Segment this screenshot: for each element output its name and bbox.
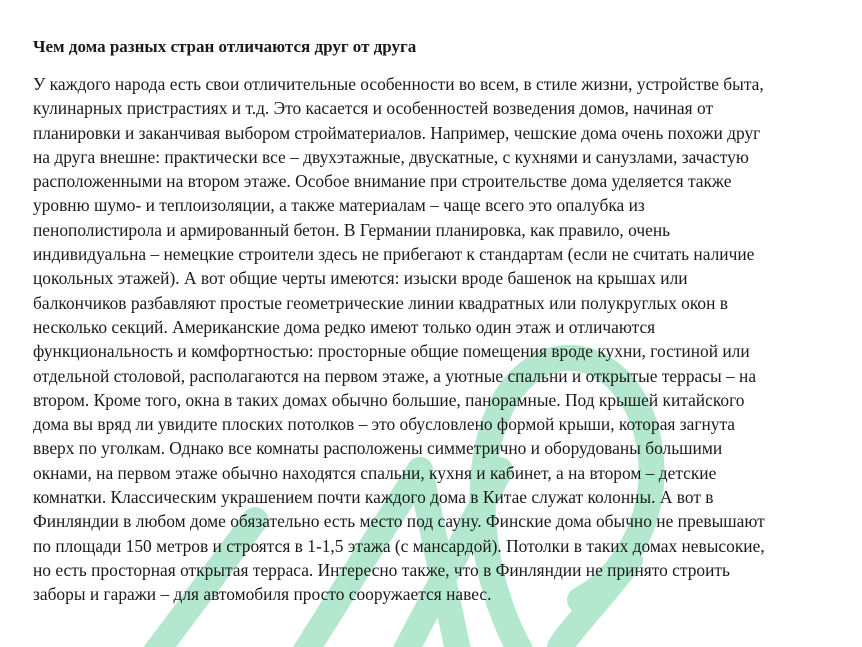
paragraph-line: комнатки. Классическим украшением почти каждого дома в Китае служат колонны. А вот в (33, 487, 714, 508)
paragraph-line: Финляндии в любом доме обязательно есть место под сауну. Финские дома обычно не превышают (33, 511, 765, 532)
paragraph-line: кулинарных пристрастиях и т.д. Это касается и особенностей возведения домов, начиная от (33, 98, 714, 119)
paragraph-line: расположенными на втором этаже. Особое внимание при строительстве дома уделяется также (33, 171, 732, 192)
paragraph-line: цокольных этажей). А вот общие черты имеются: изыски вроде башенок на крышах или (33, 268, 688, 289)
paragraph-line: планировки и заканчивая выбором стройматериалов. Например, чешские дома очень похожи друг (33, 122, 761, 143)
paragraph-line: уровню шумо- и теплоизоляции, а также материалам – чаще всего это опалубка из (33, 195, 645, 216)
paragraph-line: функциональность и комфортностью: просторные общие помещения вроде кухни, гостиной или (33, 341, 750, 362)
paragraph-line: дома вы вряд ли увидите плоских потолков – это обусловлено формой крыши, которая загнута (33, 414, 736, 435)
document-title: Чем дома разных стран отличаются друг от друга (33, 37, 417, 56)
paragraph-line: вверх по уголкам. Однако все комнаты расположены симметрично и оборудованы большими (33, 438, 723, 459)
paragraph-line: пенополистирола и армированный бетон. В Германии планировка, как правило, очень (33, 219, 671, 240)
paragraph-line: втором. Кроме того, окна в таких домах обычно большие, панорамные. Под крышей китайского (33, 389, 745, 410)
paragraph-line: по площади 150 метров и строятся в 1-1,5 этажа (с мансардой). Потолки в таких домах невысокие, (33, 535, 765, 556)
paragraph-line: но есть просторная открытая терраса. Интересно также, что в Финляндии не принято строить (33, 559, 730, 580)
paragraph-line: окнами, на первом этаже обычно находятся спальни, кухня и кабинет, а на втором – детские (33, 462, 717, 483)
paragraph-line: на друга внешне: практически все – двухэтажные, двускатные, с кухнями и санузлами, зачастую (33, 146, 749, 167)
document-paragraph (33, 72, 823, 607)
paragraph-line: несколько секций. Американские дома редко имеют только один этаж и отличаются (33, 316, 656, 337)
paragraph-line: балкончиков разбавляют простые геометрические линии квадратных или полукруглых окон в (33, 292, 728, 313)
paragraph-line: У каждого народа есть свои отличительные особенности во всем, в стиле жизни, устройстве быта, (33, 74, 764, 94)
paragraph-line: заборы и гаражи – для автомобиля просто сооружается навес. (33, 584, 492, 605)
document-page (33, 36, 823, 607)
paragraph-line: отдельной столовой, располагаются на первом этаже, а уютные спальни и открытые террасы – на (33, 365, 757, 386)
paragraph-line: индивидуальна – немецкие строители здесь не прибегают к стандартам (если не считать наличие (33, 244, 755, 265)
